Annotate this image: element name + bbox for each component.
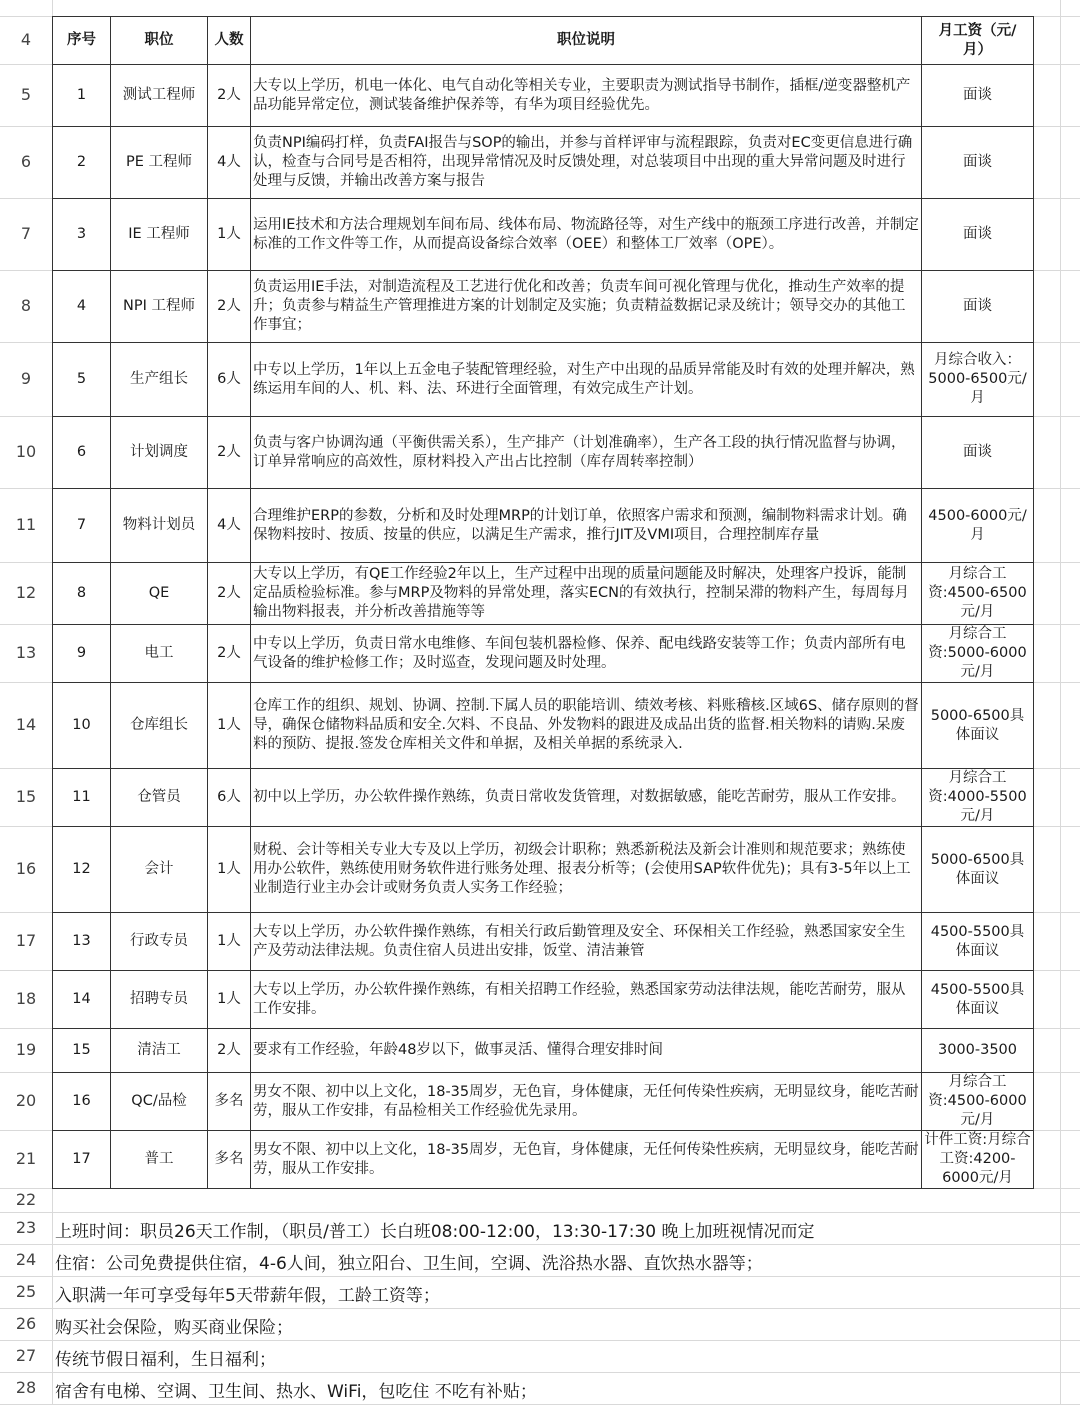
job-desc: 负责与客户协调沟通（平衡供需关系），生产排产（计划准确率），生产各工段的执行情况监督与协调，订单异常响应的高效性，原材料投入产出占比控制（库存周转率控制） [251, 417, 922, 489]
job-no: 6 [53, 417, 111, 489]
job-no: 16 [53, 1073, 111, 1131]
job-salary: 月综合收入：5000-6500元/月 [922, 343, 1034, 417]
job-count: 2人 [208, 563, 251, 625]
header-row [53, 17, 1034, 65]
table-row [53, 563, 1034, 625]
job-count: 1人 [208, 913, 251, 971]
job-no: 5 [53, 343, 111, 417]
job-count: 1人 [208, 683, 251, 769]
job-count: 2人 [208, 417, 251, 489]
grid-line [0, 1212, 1080, 1213]
job-desc: 大专以上学历，机电一体化、电气自动化等相关专业，主要职责为测试指导书制作，插框/逆变器整机产品功能异常定位，测试装备维护保养等，有华为项目经验优先。 [251, 65, 922, 127]
table-row [53, 343, 1034, 417]
job-salary: 面谈 [922, 127, 1034, 199]
job-no: 10 [53, 683, 111, 769]
row-number: 19 [15, 1040, 37, 1059]
row-number: 7 [20, 224, 32, 243]
note-text: 住宿：公司免费提供住宿，4-6人间，独立阳台、卫生间，空调、洗浴热水器、直饮热水器等； [55, 1254, 763, 1274]
job-salary: 4500-5500具体面议 [922, 971, 1034, 1029]
table-row [53, 199, 1034, 271]
job-desc: 大专以上学历，办公软件操作熟练，有相关招聘工作经验，熟悉国家劳动法律法规，能吃苦耐劳，服从工作安排。 [251, 971, 922, 1029]
row-number: 18 [15, 989, 37, 1008]
table-row [53, 625, 1034, 683]
note-text: 购买社会保险，购买商业保险； [55, 1318, 293, 1338]
job-salary: 月综合工资:4000-5500元/月 [922, 769, 1034, 827]
job-title: 电工 [111, 625, 208, 683]
job-no: 7 [53, 489, 111, 563]
note-text: 传统节假日福利，生日福利； [55, 1350, 276, 1370]
job-title: 计划调度 [111, 417, 208, 489]
job-count: 1人 [208, 827, 251, 913]
job-salary: 5000-6500具体面议 [922, 827, 1034, 913]
job-title: NPI 工程师 [111, 271, 208, 343]
job-count: 2人 [208, 1029, 251, 1073]
job-title: QC/品检 [111, 1073, 208, 1131]
job-desc: 男女不限、初中以上文化，18-35周岁，无色盲，身体健康，无任何传染性疾病，无明显纹身，能吃苦耐劳，服从工作安排。 [251, 1131, 922, 1189]
row-number: 6 [20, 152, 32, 171]
table-row [53, 127, 1034, 199]
table-row [53, 1073, 1034, 1131]
table-row [53, 1029, 1034, 1073]
row-number: 11 [15, 515, 37, 534]
job-no: 17 [53, 1131, 111, 1189]
job-salary: 5000-6500具体面议 [922, 683, 1034, 769]
job-title: 仓管员 [111, 769, 208, 827]
job-desc: 合理维护ERP的参数，分析和及时处理MRP的计划订单，依照客户需求和预测，编制物料需求计划。确保物料按时、按质、按量的供应，以满足生产需求，推行JIT及VMI项目，合理控制库存量 [251, 489, 922, 563]
note-text: 宿舍有电梯、空调、卫生间、热水、WiFi，包吃住 不吃有补贴； [55, 1382, 537, 1402]
header-no: 序号 [53, 17, 111, 65]
row-number: 15 [15, 787, 37, 806]
row-number: 12 [15, 583, 37, 602]
job-no: 2 [53, 127, 111, 199]
row-number: 27 [15, 1346, 37, 1365]
row-number: 9 [20, 369, 32, 388]
job-no: 1 [53, 65, 111, 127]
job-no: 3 [53, 199, 111, 271]
row-number: 17 [15, 931, 37, 950]
job-title: QE [111, 563, 208, 625]
grid-line [0, 1244, 1080, 1245]
table-row [53, 489, 1034, 563]
row-number: 16 [15, 859, 37, 878]
job-no: 15 [53, 1029, 111, 1073]
row-number: 14 [15, 715, 37, 734]
row-number: 8 [20, 296, 32, 315]
job-desc: 中专以上学历，1年以上五金电子装配管理经验，对生产中出现的品质异常能及时有效的处理并解决，熟练运用车间的人、机、料、法、环进行全面管理，有效完成生产计划。 [251, 343, 922, 417]
job-count: 4人 [208, 489, 251, 563]
row-number: 28 [15, 1378, 37, 1397]
job-no: 9 [53, 625, 111, 683]
job-no: 12 [53, 827, 111, 913]
job-count: 6人 [208, 343, 251, 417]
job-desc: 大专以上学历，有QE工作经验2年以上，生产过程中出现的质量问题能及时解决，处理客户投诉，能制定品质检验标准。参与MRP及物料的异常处理，落实ECN的有效执行，控制呆滞的物料产生，每周每月输出物料报表，并分析改善措施等等 [251, 563, 922, 625]
job-count: 1人 [208, 199, 251, 271]
row-number: 4 [20, 30, 32, 49]
header-title: 职位 [111, 17, 208, 65]
table-row [53, 271, 1034, 343]
job-title: 仓库组长 [111, 683, 208, 769]
job-desc: 男女不限、初中以上文化，18-35周岁，无色盲，身体健康，无任何传染性疾病，无明显纹身，能吃苦耐劳，服从工作安排，有品检相关工作经验优先录用。 [251, 1073, 922, 1131]
job-salary: 面谈 [922, 199, 1034, 271]
job-salary: 面谈 [922, 417, 1034, 489]
table-row [53, 683, 1034, 769]
note-text: 入职满一年可享受每年5天带薪年假，工龄工资等； [55, 1286, 440, 1306]
table-row [53, 1131, 1034, 1189]
grid-line [0, 1276, 1080, 1277]
grid-line [1060, 0, 1061, 1404]
header-salary: 月工资（元/月） [922, 17, 1034, 65]
job-title: 行政专员 [111, 913, 208, 971]
job-desc: 负责运用IE手法，对制造流程及工艺进行优化和改善；负责车间可视化管理与优化，推动生产效率的提升；负责参与精益生产管理推进方案的计划制定及实施；负责精益数据记录及统计；领导交办的其他工作事宜； [251, 271, 922, 343]
job-count: 2人 [208, 65, 251, 127]
job-salary: 4500-5500具体面议 [922, 913, 1034, 971]
job-desc: 负责NPI编码打样，负责FAI报告与SOP的输出，并参与首样评审与流程跟踪，负责对EC变更信息进行确认，检查与合同号是否相符，出现异常情况及时反馈处理，对总装项目中出现的重大异常问题及时进行处理与反馈，并输出改善方案与报告 [251, 127, 922, 199]
job-count: 6人 [208, 769, 251, 827]
table-row [53, 769, 1034, 827]
job-desc: 运用IE技术和方法合理规划车间布局、线体布局、物流路径等，对生产线中的瓶颈工序进行改善，并制定标准的工作文件等工作，从而提高设备综合效率（OEE）和整体工厂效率（OPE）。 [251, 199, 922, 271]
job-count: 1人 [208, 971, 251, 1029]
row-number: 26 [15, 1314, 37, 1333]
job-salary: 月综合工资:4500-6500元/月 [922, 563, 1034, 625]
job-count: 多名 [208, 1073, 251, 1131]
job-desc: 要求有工作经验，年龄48岁以下，做事灵活、懂得合理安排时间 [251, 1029, 922, 1073]
job-desc: 财税、会计等相关专业大专及以上学历，初级会计职称；熟悉新税法及新会计准则和规范要求；熟练使用办公软件，熟练使用财务软件进行账务处理、报表分析等；(会使用SAP软件优先)；具有3-5年以上工业制造行业主办会计或财务负责人实务工作经验； [251, 827, 922, 913]
job-title: 测试工程师 [111, 65, 208, 127]
job-salary: 面谈 [922, 65, 1034, 127]
job-count: 多名 [208, 1131, 251, 1189]
grid-line [0, 1372, 1080, 1373]
row-number: 24 [15, 1250, 37, 1269]
table-row [53, 65, 1034, 127]
row-number: 25 [15, 1282, 37, 1301]
job-title: 清洁工 [111, 1029, 208, 1073]
header-count: 人数 [208, 17, 251, 65]
job-salary: 计件工资:月综合工资:4200-6000元/月 [922, 1131, 1034, 1189]
job-count: 2人 [208, 271, 251, 343]
job-salary: 3000-3500 [922, 1029, 1034, 1073]
table-row [53, 913, 1034, 971]
job-title: 招聘专员 [111, 971, 208, 1029]
grid-line [0, 1308, 1080, 1309]
job-no: 4 [53, 271, 111, 343]
job-no: 8 [53, 563, 111, 625]
job-no: 11 [53, 769, 111, 827]
job-no: 13 [53, 913, 111, 971]
job-title: 普工 [111, 1131, 208, 1189]
job-desc: 大专以上学历，办公软件操作熟练，有相关行政后勤管理及安全、环保相关工作经验，熟悉国家安全生产及劳动法律法规。负责住宿人员进出安排，饭堂、清洁兼管 [251, 913, 922, 971]
row-number: 5 [20, 85, 32, 104]
table-row [53, 827, 1034, 913]
job-desc: 中专以上学历，负责日常水电维修、车间包装机器检修、保养、配电线路安装等工作；负责内部所有电气设备的维护检修工作；及时巡查，发现问题及时处理。 [251, 625, 922, 683]
grid-line [0, 1340, 1080, 1341]
job-salary: 月综合工资:4500-6000元/月 [922, 1073, 1034, 1131]
row-number: 23 [15, 1218, 37, 1237]
row-number: 13 [15, 643, 37, 662]
table-row [53, 417, 1034, 489]
note-text: 上班时间：职员26天工作制，（职员/普工）长白班08:00-12:00，13:30-17:30 晚上加班视情况而定 [55, 1222, 815, 1242]
job-title: PE 工程师 [111, 127, 208, 199]
job-title: 物料计划员 [111, 489, 208, 563]
job-desc: 仓库工作的组织、规划、协调、控制.下属人员的职能培训、绩效考核、料账稽核.区域6S、储存原则的督导，确保仓储物料品质和安全.欠料、不良品、外发物料的跟进及成品出货的监督.相关物料的请购.呆废料的预防、提报.签发仓库相关文件和单据，及相关单据的系统录入. [251, 683, 922, 769]
row-number: 20 [15, 1091, 37, 1110]
job-desc: 初中以上学历，办公软件操作熟练，负责日常收发货管理，对数据敏感，能吃苦耐劳，服从工作安排。 [251, 769, 922, 827]
table-row [53, 971, 1034, 1029]
row-number: 10 [15, 442, 37, 461]
job-no: 14 [53, 971, 111, 1029]
row-number: 22 [15, 1190, 37, 1209]
job-title: 会计 [111, 827, 208, 913]
job-title: 生产组长 [111, 343, 208, 417]
job-table [52, 16, 1034, 1189]
job-salary: 4500-6000元/月 [922, 489, 1034, 563]
job-salary: 面谈 [922, 271, 1034, 343]
job-count: 4人 [208, 127, 251, 199]
header-desc: 职位说明 [251, 17, 922, 65]
job-title: IE 工程师 [111, 199, 208, 271]
row-number: 21 [15, 1149, 37, 1168]
job-count: 2人 [208, 625, 251, 683]
job-salary: 月综合工资:5000-6000元/月 [922, 625, 1034, 683]
